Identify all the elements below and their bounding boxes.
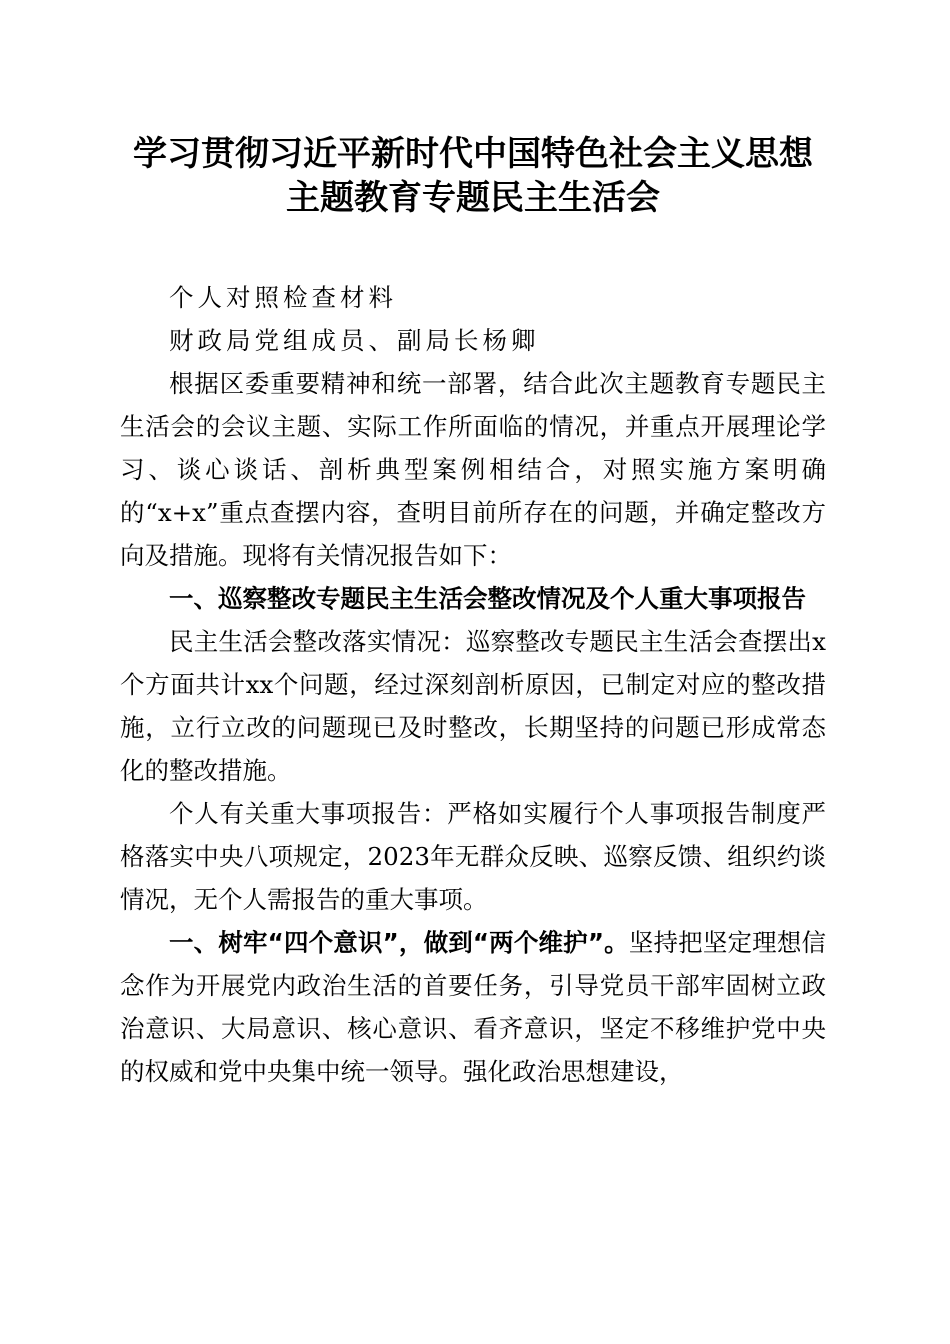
section-1-heading: 一、巡察整改专题民主生活会整改情况及个人重大事项报告 [169, 584, 806, 613]
rectification-paragraph: 民主生活会整改落实情况：巡察整改专题民主生活会查摆出x个方面共计xx个问题，经过深刻剖析原因，已制定对应的整改措施，立行立改的问题现已及时整改，长期坚持的问题已形成常态化的整改措施。 [120, 627, 826, 785]
document-title [120, 132, 826, 220]
intro-paragraph: 根据区委重要精神和统一部署，结合此次主题教育专题民主生活会的会议主题、实际工作所面临的情况，并重点开展理论学习、谈心谈话、剖析典型案例相结合，对照实施方案明确的“x+x”重点查摆内容，查明目前所存在的问题，并确定整改方向及措施。现将有关情况报告如下： [120, 369, 826, 570]
personal-matters-paragraph: 个人有关重大事项报告：严格如实履行个人事项报告制度严格落实中央八项规定，2023年无群众反映、巡察反馈、组织约谈情况，无个人需报告的重大事项。 [120, 799, 826, 914]
document-body [120, 276, 826, 1093]
point-1-text: 坚持把坚定理想信念作为开展党内政治生活的首要任务，引导党员干部牢固树立政治意识、大局意识、核心意识、看齐意识，坚定不移维护党中央的权威和党中央集中统一领导。强化政治思想建设， [120, 928, 826, 1086]
document-author: 财政局党组成员、副局长杨卿 [169, 326, 540, 355]
document-subtitle: 个人对照检查材料 [169, 283, 397, 312]
title-line-1: 学习贯彻习近平新时代中国特色社会主义思想 [133, 134, 813, 174]
title-line-2: 主题教育专题民主生活会 [286, 178, 660, 218]
document-page [120, 132, 826, 1093]
point-1-paragraph [120, 921, 826, 1093]
point-1-heading: 一、树牢“四个意识”，做到“两个维护”。 [169, 928, 629, 957]
